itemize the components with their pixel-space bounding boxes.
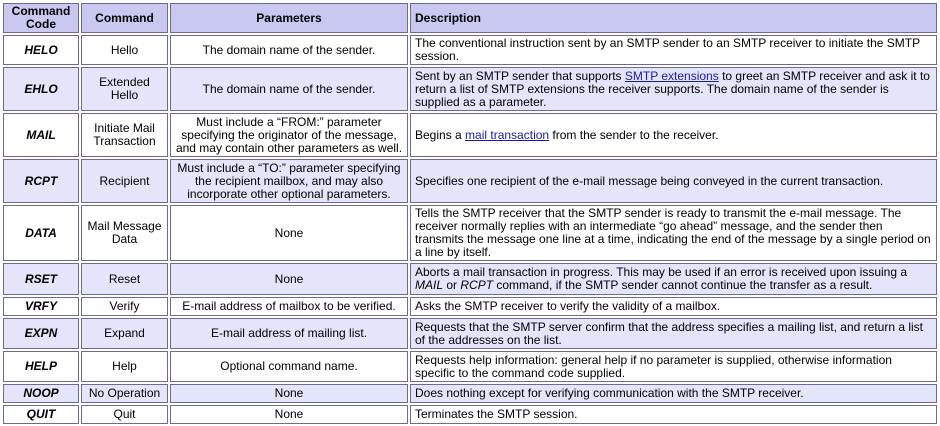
description-text: command, if the SMTP sender cannot continue the transfer as a result. bbox=[493, 278, 873, 292]
command-cell: Reset bbox=[81, 263, 168, 295]
command-cell: Mail Message Data bbox=[81, 205, 168, 261]
code-cell: HELP bbox=[3, 351, 79, 382]
table-row bbox=[3, 297, 937, 316]
description-cell: Terminates the SMTP session. bbox=[410, 405, 937, 424]
description-cell: Specifies one recipient of the e-mail message being conveyed in the current transaction. bbox=[410, 159, 937, 203]
header-command: Command bbox=[81, 3, 168, 33]
header-command-code: Command Code bbox=[3, 3, 79, 33]
code-cell: QUIT bbox=[3, 405, 79, 424]
description-cell: Tells the SMTP receiver that the SMTP sender is ready to transmit the e-mail message. The receiver normally replies with an intermediate “go ahead” message, and the sender then transmits the message one line at a time, indicating the end of the message by a single period on a line by itself. bbox=[410, 205, 937, 261]
command-cell: Quit bbox=[81, 405, 168, 424]
table-row bbox=[3, 318, 937, 349]
command-cell: Verify bbox=[81, 297, 168, 316]
code-cell: RSET bbox=[3, 263, 79, 295]
smtp-extensions-link[interactable]: SMTP extensions bbox=[624, 68, 719, 83]
smtp-commands-table bbox=[1, 1, 939, 426]
description-cell: Requests help information: general help if no parameter is supplied, otherwise information specific to the command code supplied. bbox=[410, 351, 937, 382]
code-cell: EHLO bbox=[3, 67, 79, 111]
description-italic-rcpt: RCPT bbox=[460, 278, 494, 292]
description-text: or bbox=[443, 278, 461, 292]
mail-transaction-link[interactable]: mail transaction bbox=[465, 127, 550, 142]
command-cell: Help bbox=[81, 351, 168, 382]
description-cell bbox=[410, 113, 937, 157]
parameters-cell: Must include a “TO:” parameter specifying the recipient mailbox, and may also incorporate other optional parameters. bbox=[170, 159, 408, 203]
parameters-cell: The domain name of the sender. bbox=[170, 35, 408, 65]
description-italic-mail: MAIL bbox=[415, 278, 444, 292]
table-row bbox=[3, 384, 937, 403]
command-cell: No Operation bbox=[81, 384, 168, 403]
code-cell: EXPN bbox=[3, 318, 79, 349]
header-row bbox=[3, 3, 937, 33]
parameters-cell: E-mail address of mailbox to be verified. bbox=[170, 297, 408, 316]
parameters-cell: The domain name of the sender. bbox=[170, 67, 408, 111]
table-row bbox=[3, 205, 937, 261]
description-cell: Asks the SMTP receiver to verify the validity of a mailbox. bbox=[410, 297, 937, 316]
description-text: to greet an SMTP receiver and ask it to return a list of SMTP extensions the receiver supports. The domain name of the sender is supplied as a parameter. bbox=[415, 68, 930, 109]
description-text: Aborts a mail transaction in progress. This may be used if an error is received upon issuing a bbox=[415, 265, 908, 279]
parameters-cell: Must include a “FROM:” parameter specifying the originator of the message, and may contain other parameters as well. bbox=[170, 113, 408, 157]
code-cell: DATA bbox=[3, 205, 79, 261]
header-parameters: Parameters bbox=[170, 3, 408, 33]
code-cell: VRFY bbox=[3, 297, 79, 316]
description-cell: Does nothing except for verifying communication with the SMTP receiver. bbox=[410, 384, 937, 403]
command-cell: Expand bbox=[81, 318, 168, 349]
table-row bbox=[3, 113, 937, 157]
parameters-cell: None bbox=[170, 263, 408, 295]
table-row bbox=[3, 67, 937, 111]
code-cell: NOOP bbox=[3, 384, 79, 403]
header-description: Description bbox=[410, 3, 937, 33]
table-row bbox=[3, 35, 937, 65]
command-cell: Recipient bbox=[81, 159, 168, 203]
description-cell: Requests that the SMTP server confirm that the address specifies a mailing list, and return a list of the addresses on the list. bbox=[410, 318, 937, 349]
table-row bbox=[3, 351, 937, 382]
description-text: from the sender to the receiver. bbox=[549, 127, 719, 142]
description-text: Begins a bbox=[415, 127, 466, 142]
description-text: Sent by an SMTP sender that supports bbox=[415, 68, 625, 83]
command-cell: Hello bbox=[81, 35, 168, 65]
code-cell: RCPT bbox=[3, 159, 79, 203]
parameters-cell: None bbox=[170, 205, 408, 261]
description-cell bbox=[410, 67, 937, 111]
parameters-cell: Optional command name. bbox=[170, 351, 408, 382]
description-cell: The conventional instruction sent by an SMTP sender to an SMTP receiver to initiate the SMTP session. bbox=[410, 35, 937, 65]
parameters-cell: None bbox=[170, 384, 408, 403]
table-row bbox=[3, 263, 937, 295]
description-cell bbox=[410, 263, 937, 295]
code-cell: HELO bbox=[3, 35, 79, 65]
command-cell: Extended Hello bbox=[81, 67, 168, 111]
command-cell: Initiate Mail Transaction bbox=[81, 113, 168, 157]
parameters-cell: None bbox=[170, 405, 408, 424]
parameters-cell: E-mail address of mailing list. bbox=[170, 318, 408, 349]
table-row bbox=[3, 159, 937, 203]
code-cell: MAIL bbox=[3, 113, 79, 157]
